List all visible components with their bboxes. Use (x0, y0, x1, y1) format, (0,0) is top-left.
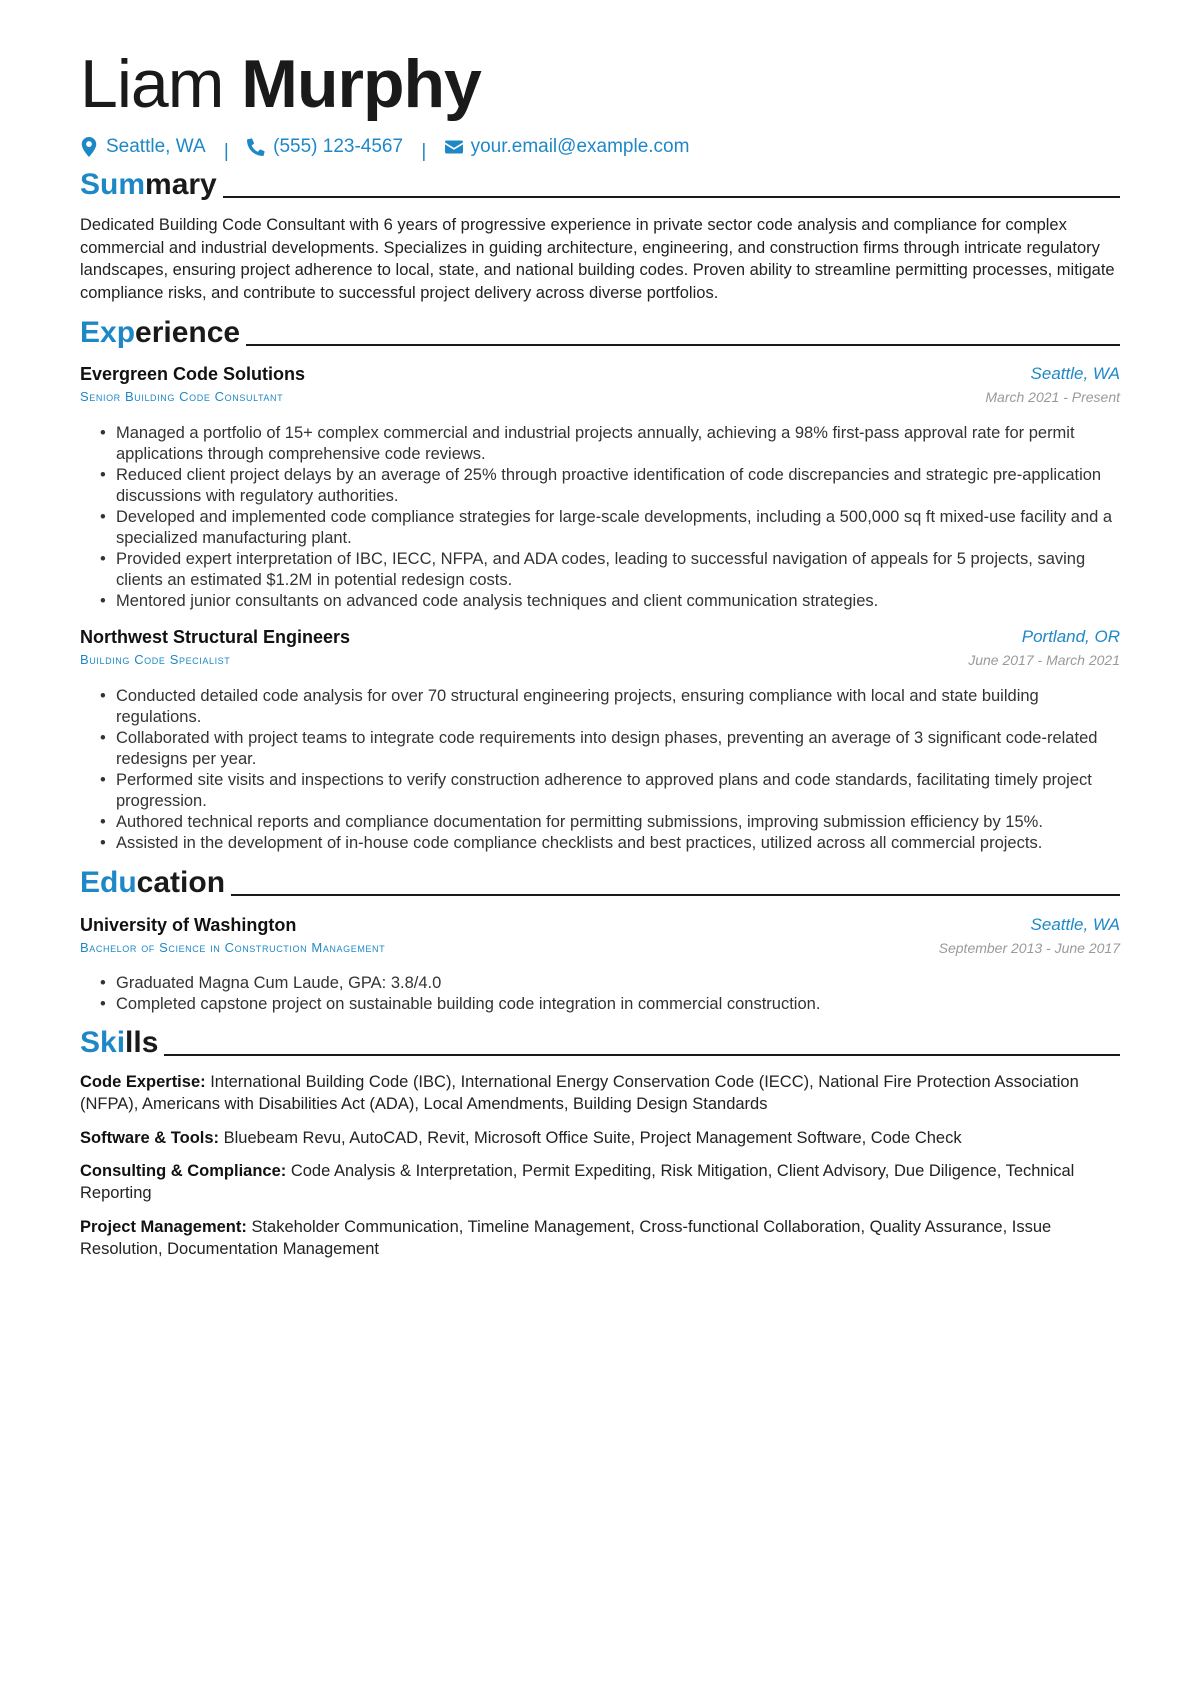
job-title: Senior Building Code Consultant (80, 389, 284, 404)
experience-heading (80, 312, 1120, 352)
education-dates: September 2013 - June 2017 (938, 940, 1120, 956)
skill-label: Code Expertise: (80, 1073, 206, 1091)
degree: Bachelor of Science in Construction Management (80, 940, 386, 955)
skill-value: International Building Code (IBC), International Energy Conservation Code (IECC), National Fire Protection Association (NFPA), Americans with Disabilities Act (ADA), Local Amendments, Building Design Standards (80, 1073, 1079, 1113)
skill-value: Code Analysis & Interpretation, Permit Expediting, Risk Mitigation, Client Advisory, Due Diligence, Technical Reporting (80, 1162, 1075, 1202)
heading-rule (231, 894, 1120, 896)
school-location: Seattle, WA (1030, 915, 1120, 934)
school-name: University of Washington (80, 915, 297, 935)
candidate-name (80, 44, 481, 124)
list-item: • Conducted detailed code analysis for over 70 structural engineering projects, ensuring compliance with local and state building regulations. (80, 686, 1120, 728)
job-location: Portland, OR (1021, 627, 1120, 646)
company-name: Evergreen Code Solutions (80, 364, 306, 384)
heading-rule (223, 196, 1120, 198)
contact-separator: | (421, 141, 427, 162)
education-bullets (80, 973, 1120, 1015)
summary-text: Dedicated Building Code Consultant with 6 years of progressive experience in private sector code analysis and compliance for complex commercial and industrial developments. Specializes in guiding architecture, engineering, and construction firms through intricate regulatory landscapes, ensuring project adherence to local, state, and national building codes. Proven ability to streamline permitting processes, mitigate compliance risks, and contribute to successful project delivery across diverse portfolios. (80, 216, 1115, 302)
skill-label: Project Management: (80, 1218, 247, 1236)
job-bullets (80, 686, 1120, 854)
heading-rest: cation (136, 866, 226, 899)
education-heading (80, 862, 1120, 902)
list-item: • Completed capstone project on sustainable building code integration in commercial construction. (80, 994, 1120, 1015)
skill-row (80, 1127, 1120, 1149)
skill-label: Consulting & Compliance: (80, 1162, 287, 1180)
job-location: Seattle, WA (1030, 364, 1120, 383)
first-name: Liam (80, 46, 224, 122)
heading-accent: Exp (80, 316, 136, 349)
heading-rest: mary (145, 168, 217, 201)
email-text: your.email@example.com (470, 136, 690, 157)
last-name: Murphy (241, 46, 481, 122)
skill-row (80, 1071, 1120, 1115)
contact-location (80, 134, 206, 160)
skill-value: Stakeholder Communication, Timeline Management, Cross-functional Collaboration, Quality Assurance, Issue Resolution, Documentation Management (80, 1218, 1052, 1258)
job-bullets (80, 423, 1120, 612)
heading-rule (246, 344, 1120, 346)
envelope-icon (445, 137, 463, 157)
skill-row (80, 1160, 1120, 1204)
heading-accent: Ski (80, 1026, 126, 1059)
map-marker-icon (80, 137, 98, 157)
list-item: • Provided expert interpretation of IBC, IECC, NFPA, and ADA codes, leading to successful navigation of appeals for 5 projects, saving clients an estimated $1.2M in potential redesign costs. (80, 549, 1120, 591)
list-item: • Collaborated with project teams to integrate code requirements into design phases, preventing an average of 3 significant code-related redesigns per year. (80, 728, 1120, 770)
phone-icon (247, 137, 265, 157)
contact-email[interactable] (445, 134, 690, 160)
list-item: • Mentored junior consultants on advanced code analysis techniques and client communication strategies. (80, 591, 1120, 612)
contact-line (80, 134, 689, 165)
job-title: Building Code Specialist (80, 652, 231, 667)
list-item: • Performed site visits and inspections to verify construction adherence to approved plans and code standards, facilitating timely project progression. (80, 770, 1120, 812)
heading-rule (164, 1054, 1120, 1056)
list-item: • Graduated Magna Cum Laude, GPA: 3.8/4.0 (80, 973, 1120, 994)
heading-accent: Sum (80, 168, 146, 201)
company-name: Northwest Structural Engineers (80, 627, 351, 647)
list-item: • Authored technical reports and compliance documentation for permitting submissions, improving submission efficiency by 15%. (80, 812, 1120, 833)
skill-row (80, 1216, 1120, 1260)
list-item: • Assisted in the development of in-house code compliance checklists and best practices, utilized across all commercial projects. (80, 833, 1120, 854)
contact-separator: | (223, 141, 229, 162)
phone-text: (555) 123-4567 (273, 136, 404, 157)
job-dates: June 2017 - March 2021 (968, 652, 1120, 668)
job-dates: March 2021 - Present (985, 389, 1120, 405)
heading-rest: lls (125, 1026, 159, 1059)
location-text: Seattle, WA (106, 136, 206, 157)
list-item: • Reduced client project delays by an average of 25% through proactive identification of code discrepancies and strategic pre-application discussions with regulatory authorities. (80, 465, 1120, 507)
contact-phone[interactable] (247, 134, 403, 160)
summary-heading (80, 164, 1120, 204)
list-item: • Managed a portfolio of 15+ complex commercial and industrial projects annually, achieving a 98% first-pass approval rate for permit applications through comprehensive code reviews. (80, 423, 1120, 465)
heading-rest: erience (135, 316, 241, 349)
skill-value: Bluebeam Revu, AutoCAD, Revit, Microsoft Office Suite, Project Management Software, Code Check (223, 1129, 962, 1147)
heading-accent: Edu (80, 866, 137, 899)
list-item: • Developed and implemented code compliance strategies for large-scale developments, including a 500,000 sq ft mixed-use facility and a specialized manufacturing plant. (80, 507, 1120, 549)
skills-heading (80, 1022, 1120, 1062)
skill-label: Software & Tools: (80, 1129, 220, 1147)
